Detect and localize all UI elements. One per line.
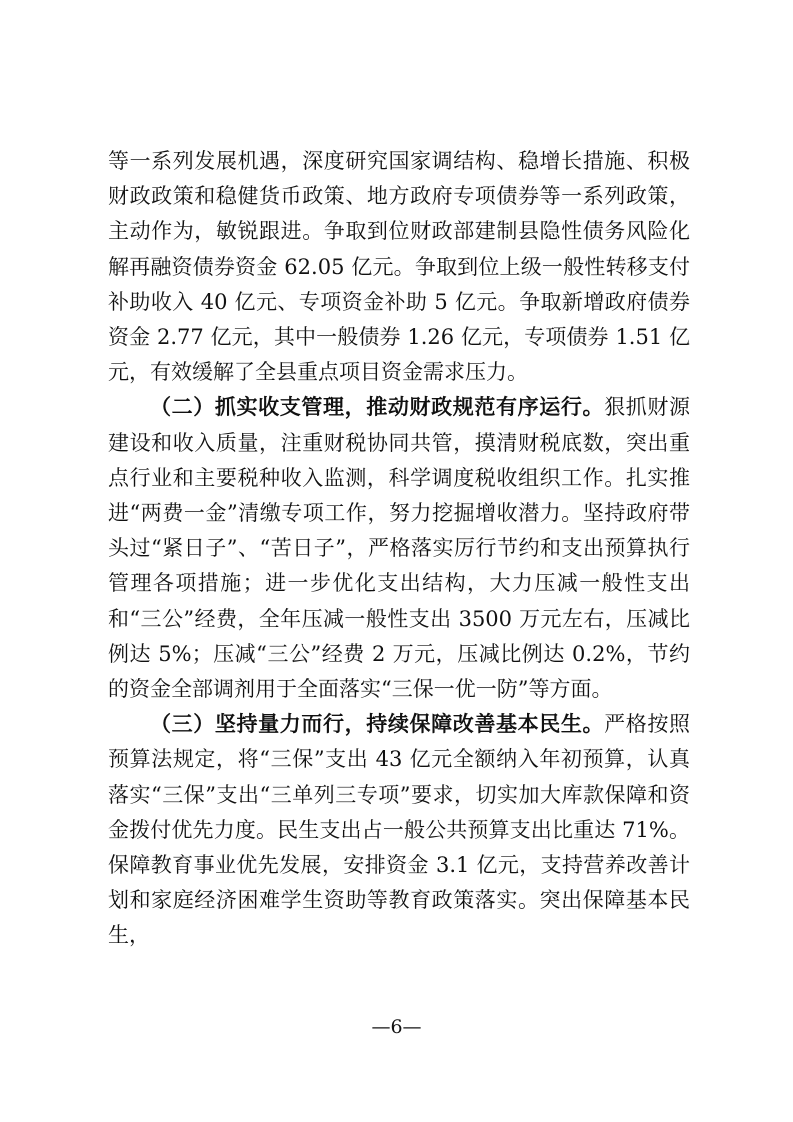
paragraph-text: 狠抓财源建设和收入质量，注重财税协同共管，摸清财税底数，突出重点行业和主要税种收入监测，科学调度税收组织工作。扎实推进“两费一金”清缴专项工作，努力挖掘增收潜力。坚持政府带头过“紧日子”、“苦日子”，严格落实厉行节约和支出预算执行管理各项措施；进一步优化支出结构，大力压减一般性支出和“三公”经费，全年压减一般性支出 3500 万元左右，压减比例达 5%；压减“三公”经费 2 万元，压减比例达 0.2%，节约的资金全部调剂用于全面落实“三保一优一防”等方面。 — [108, 395, 690, 702]
paragraph-section-3 — [108, 707, 690, 953]
body-text — [108, 144, 690, 954]
paragraph-text: 严格按照预算法规定，将“三保”支出 43 亿元全额纳入年初预算，认真落实“三保”支出“三单列三专项”要求，切实加大库款保障和资金拨付优先力度。民生支出占一般公共预算支出比重达 71%。保障教育事业优先发展，安排资金 3.1 亿元，支持营养改善计划和家庭经济困难学生资助等教育政策落实。突出保障基本民生， — [108, 712, 690, 948]
paragraph-section-2 — [108, 390, 690, 707]
paragraph-continued — [108, 144, 690, 390]
page-number: —6— — [371, 1016, 422, 1038]
section-heading: （二）抓实收支管理，推动财政规范有序运行。 — [150, 395, 605, 420]
section-heading: （三）坚持量力而行，持续保障改善基本民生。 — [150, 712, 605, 737]
paragraph-text: 等一系列发展机遇，深度研究国家调结构、稳增长措施、积极财政政策和稳健货币政策、地方政府专项债券等一系列政策，主动作为，敏锐跟进。争取到位财政部建制县隐性债务风险化解再融资债券资金 62.05 亿元。争取到位上级一般性转移支付补助收入 40 亿元、专项资金补助 5 亿元。争取新增政府债券资金 2.77 亿元，其中一般债券 1.26 亿元，专项债券 1.51 亿元，有效缓解了全县重点项目资金需求压力。 — [108, 149, 690, 385]
